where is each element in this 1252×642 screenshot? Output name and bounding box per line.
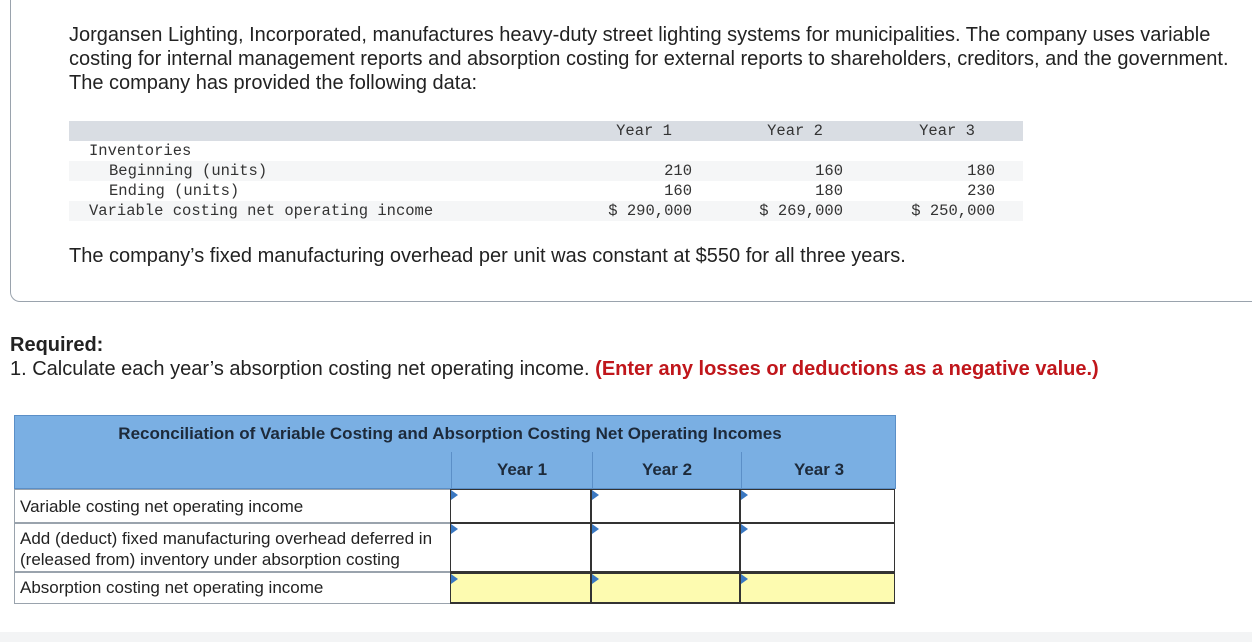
beginning-units-year-2: 160	[815, 162, 843, 180]
variable-noi-year-2: $ 269,000	[759, 202, 843, 220]
recon-absorption-noi-year-3-input[interactable]	[740, 572, 895, 604]
recon-fixed-overhead-year-2-input[interactable]	[591, 523, 740, 572]
recon-absorption-noi-year-2-input[interactable]	[591, 572, 740, 604]
input-marker-icon	[741, 490, 748, 500]
recon-header-year-1: Year 1	[451, 452, 592, 488]
recon-absorption-noi-year-1-input[interactable]	[450, 572, 591, 604]
ending-units-year-1: 160	[664, 182, 692, 200]
required-emphasis: (Enter any losses or deductions as a negative value.)	[595, 358, 1099, 380]
ending-units-year-3: 230	[967, 182, 995, 200]
reconciliation-title: Reconciliation of Variable Costing and Absorption Costing Net Operating Incomes	[118, 424, 782, 443]
ending-units-row	[69, 181, 1023, 201]
ending-units-label: Ending (units)	[109, 182, 240, 200]
input-marker-icon	[592, 490, 599, 500]
variable-noi-row	[69, 201, 1023, 221]
fixed-overhead-note: The company’s fixed manufacturing overhead per unit was constant at $550 for all three years.	[69, 245, 906, 267]
input-marker-icon	[451, 490, 458, 500]
inventory-data-table	[69, 121, 1023, 221]
beginning-units-year-1: 210	[664, 162, 692, 180]
input-marker-icon	[451, 574, 458, 584]
recon-fixed-overhead-year-1-input[interactable]	[450, 523, 591, 572]
variable-noi-year-1: $ 290,000	[608, 202, 692, 220]
ending-units-year-2: 180	[815, 182, 843, 200]
required-heading: Required:	[10, 334, 104, 356]
beginning-units-year-3: 180	[967, 162, 995, 180]
header-year-1: Year 1	[616, 122, 672, 140]
input-marker-icon	[741, 574, 748, 584]
recon-row-fixed-overhead-label: Add (deduct) fixed manufacturing overhead deferred in (released from) inventory under absorption costing	[14, 523, 450, 572]
recon-fixed-overhead-year-3-input[interactable]	[740, 523, 895, 572]
recon-variable-noi-year-2-input[interactable]	[591, 489, 740, 523]
variable-noi-label: Variable costing net operating income	[89, 202, 434, 220]
problem-intro: Jorgansen Lighting, Incorporated, manufactures heavy-duty street lighting systems for municipalities. The company uses variable costing for internal management reports and absorption costing for external reports to shareholders, creditors, and the government. The company has provided the following data:	[69, 24, 1229, 94]
inventories-label: Inventories	[89, 142, 192, 160]
input-marker-icon	[592, 524, 599, 534]
recon-header-year-3: Year 3	[741, 452, 896, 488]
reconciliation-column-header-row	[14, 452, 896, 489]
variable-noi-year-3: $ 250,000	[911, 202, 995, 220]
reconciliation-table	[14, 415, 896, 605]
recon-row-variable-noi-label: Variable costing net operating income	[14, 489, 450, 523]
input-marker-icon	[592, 574, 599, 584]
input-marker-icon	[741, 524, 748, 534]
beginning-units-label: Beginning (units)	[109, 162, 268, 180]
input-marker-icon	[451, 524, 458, 534]
recon-variable-noi-year-3-input[interactable]	[740, 489, 895, 523]
required-instruction-text: 1. Calculate each year’s absorption costing net operating income.	[10, 358, 590, 380]
recon-header-year-2: Year 2	[592, 452, 741, 488]
data-table-header-row	[69, 121, 1023, 141]
header-year-3: Year 3	[919, 122, 975, 140]
data-table-section-row	[69, 141, 1023, 161]
recon-variable-noi-year-1-input[interactable]	[450, 489, 591, 523]
header-year-2: Year 2	[767, 122, 823, 140]
required-instruction	[10, 357, 1099, 381]
reconciliation-title-row	[14, 415, 896, 453]
recon-row-absorption-noi-label: Absorption costing net operating income	[14, 572, 450, 604]
beginning-units-row	[69, 161, 1023, 181]
bottom-divider	[0, 632, 1252, 642]
